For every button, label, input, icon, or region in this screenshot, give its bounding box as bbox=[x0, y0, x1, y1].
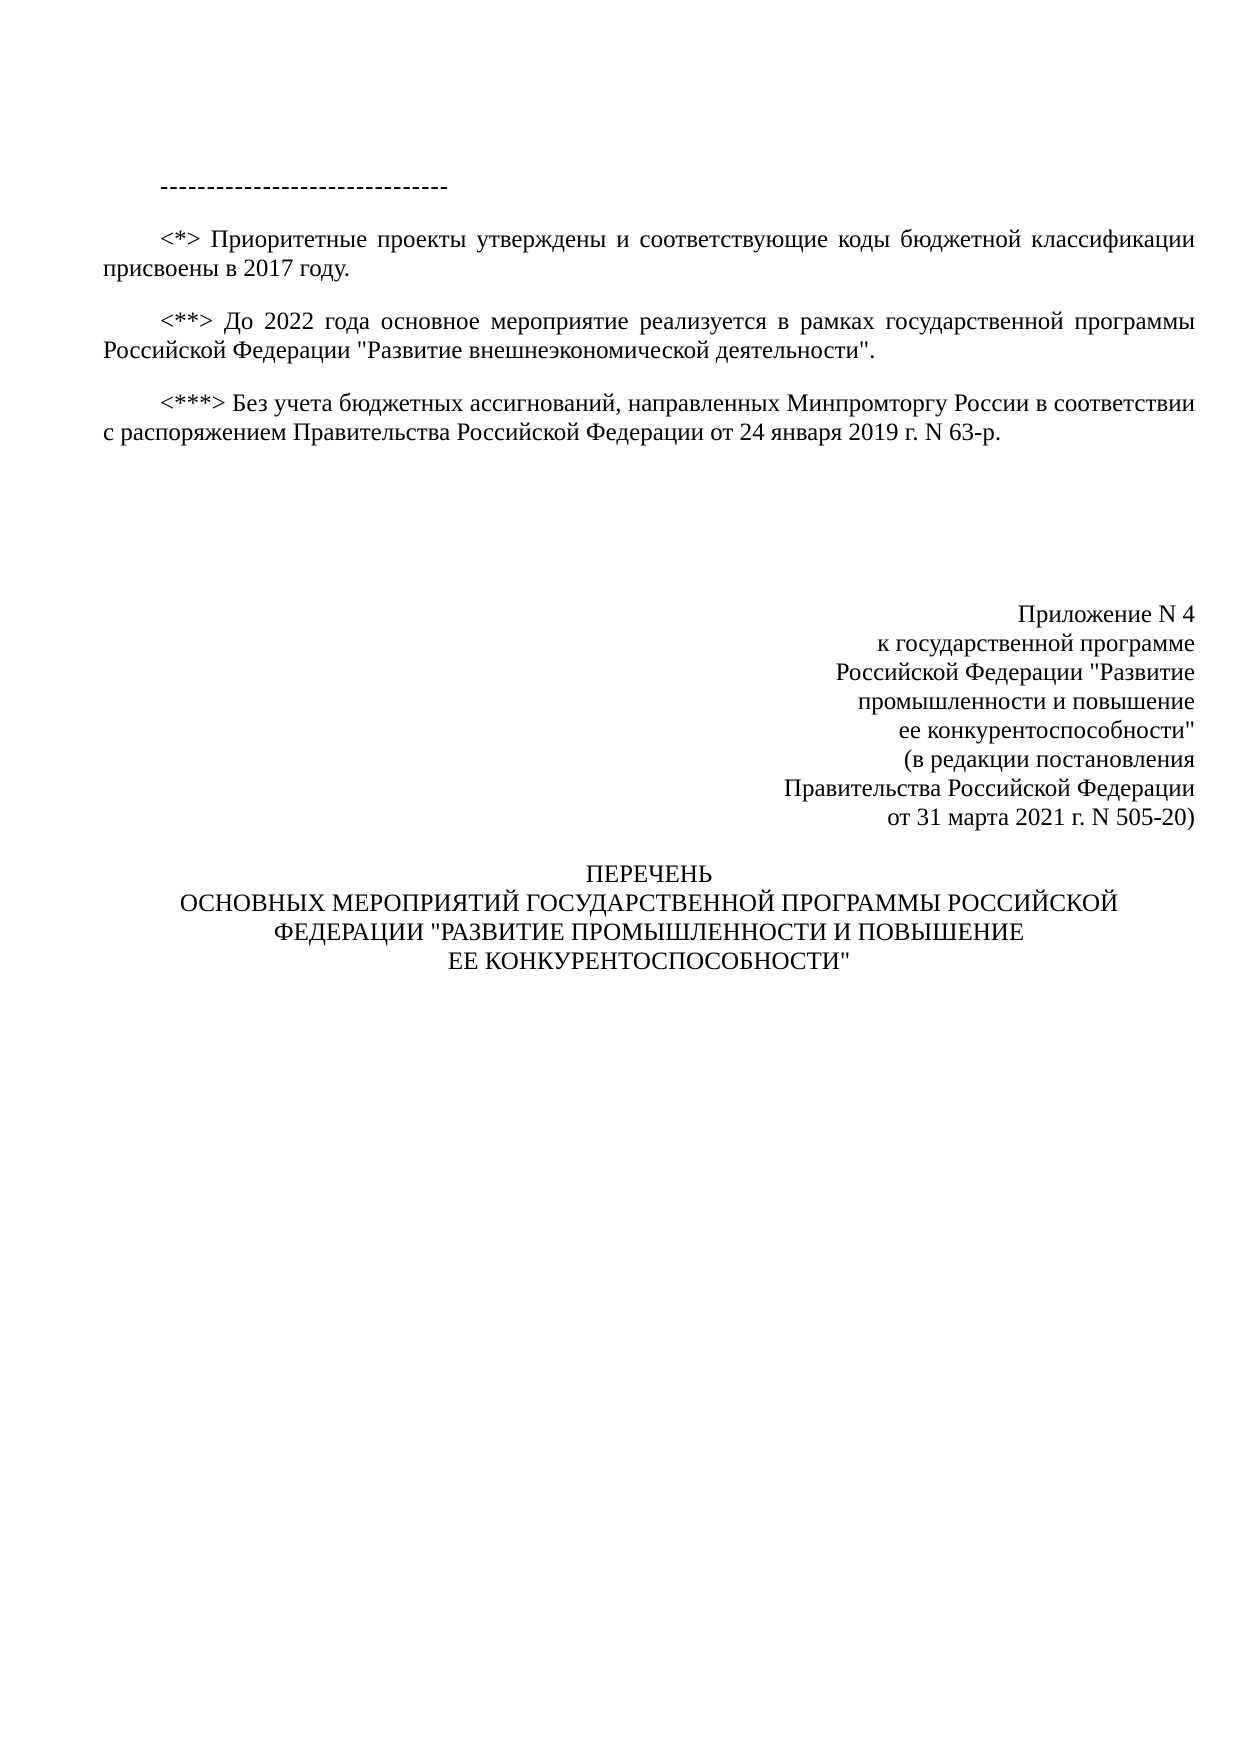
title-line-perechen: ПЕРЕЧЕНЬ bbox=[585, 861, 713, 888]
footnote-until-2022: <**> До 2022 года основное мероприятие реализуется в рамках государственной программы Российской Федерации "Развитие внешнеэкономической деятельности". bbox=[103, 308, 1195, 364]
appendix-edition-note: Правительства Российской Федерации bbox=[783, 775, 1195, 802]
title-line: ФЕДЕРАЦИИ "РАЗВИТИЕ ПРОМЫШЛЕННОСТИ И ПОВЫШЕНИЕ bbox=[273, 919, 1025, 946]
title-line: ЕЕ КОНКУРЕНТОСПОСОБНОСТИ" bbox=[447, 948, 851, 975]
appendix-line: Российской Федерации "Развитие bbox=[835, 659, 1195, 686]
appendix-edition-note: (в редакции постановления bbox=[903, 746, 1195, 773]
title-line: ОСНОВНЫХ МЕРОПРИЯТИЙ ГОСУДАРСТВЕННОЙ ПРОГРАММЫ РОССИЙСКОЙ bbox=[179, 890, 1119, 917]
appendix-edition-date: от 31 марта 2021 г. N 505-20) bbox=[887, 804, 1195, 831]
appendix-header-block bbox=[103, 600, 1195, 832]
appendix-line: ее конкурентоспособности" bbox=[898, 717, 1195, 744]
appendix-number: Приложение N 4 bbox=[1017, 601, 1195, 628]
document-title bbox=[103, 860, 1195, 976]
appendix-line: к государственной программе bbox=[877, 630, 1195, 657]
appendix-line: промышленности и повышение bbox=[857, 688, 1195, 715]
footnote-priority-projects: <*> Приоритетные проекты утверждены и соответствующие коды бюджетной классификации присвоены в 2017 году. bbox=[103, 226, 1195, 282]
footnote-separator-line: ------------------------------- bbox=[160, 173, 450, 200]
footnote-excluding-allocations: <***> Без учета бюджетных ассигнований, направленных Минпромторгу России в соответствии с распоряжением Правительства Российской Федерации от 24 января 2019 г. N 63-р. bbox=[103, 390, 1195, 446]
